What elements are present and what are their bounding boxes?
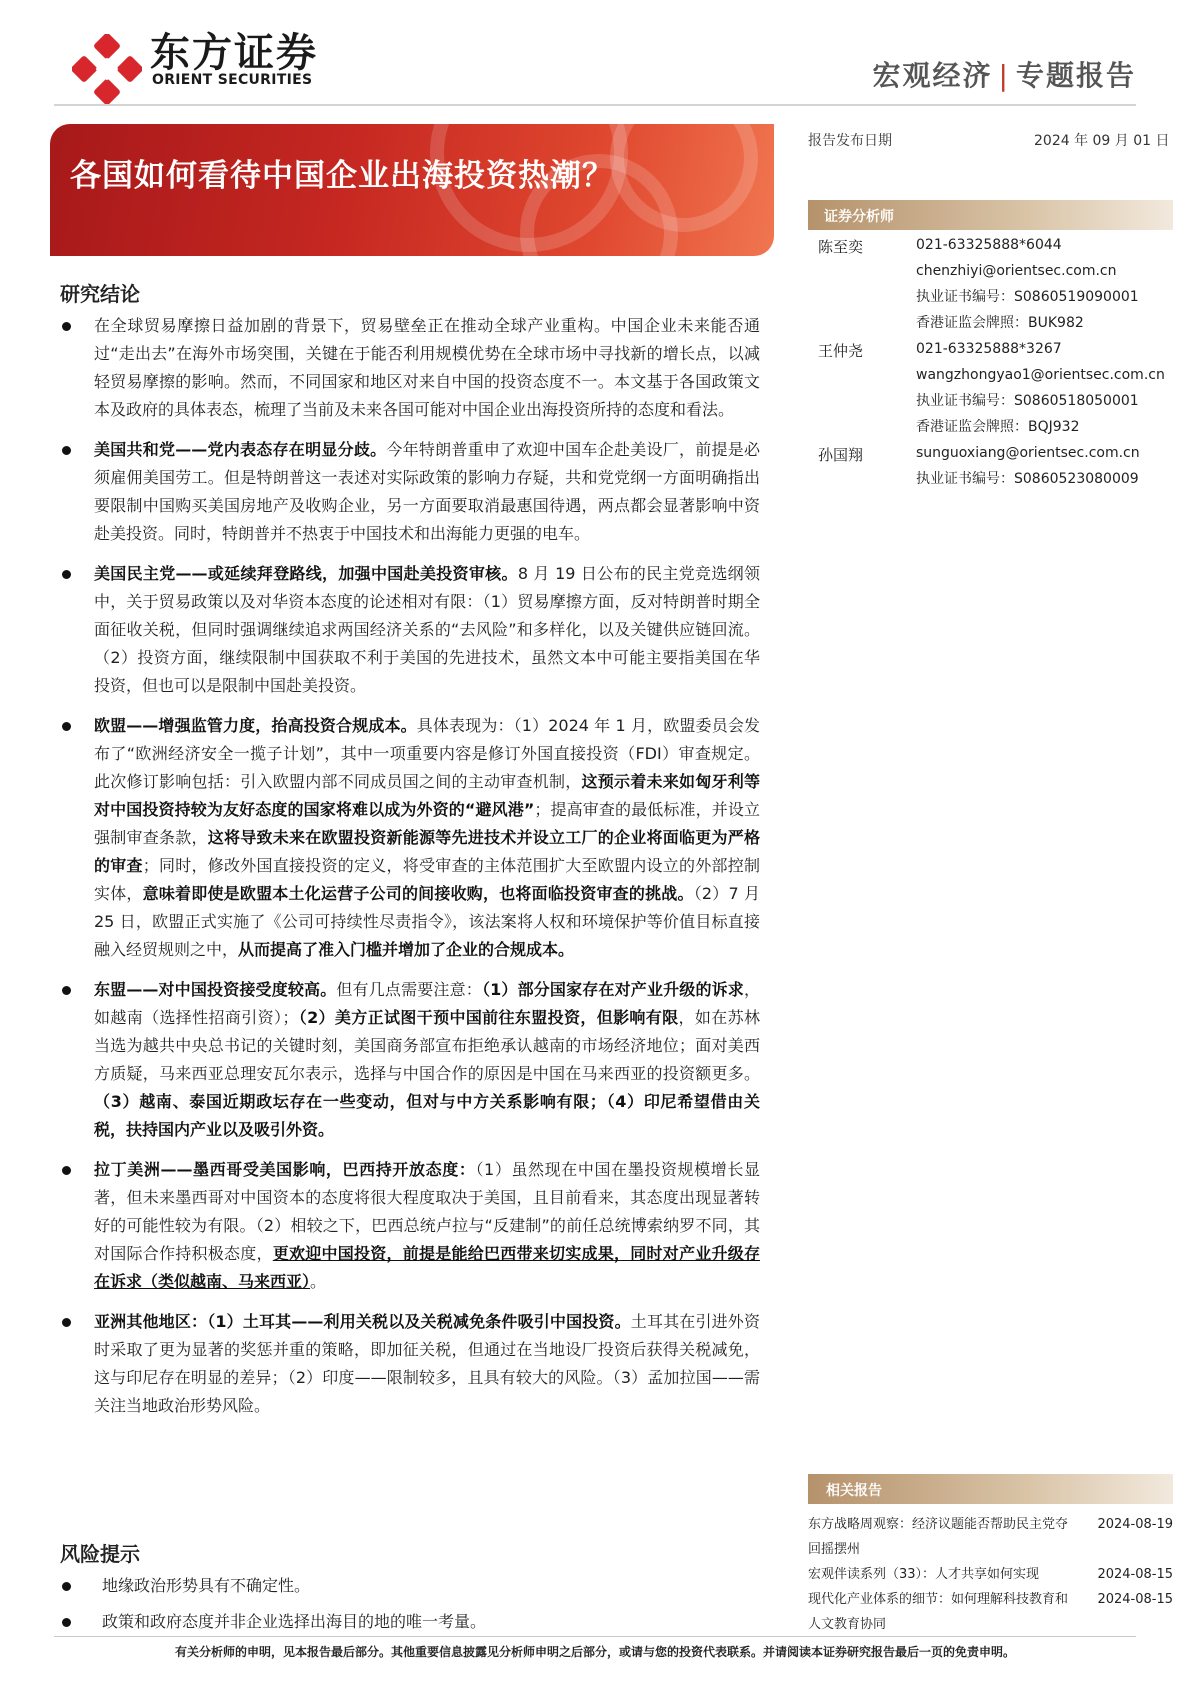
category-label: 宏观经济 [872, 59, 993, 92]
bullet-text: （2）7 月 25 日，欧盟正式实施了《公司可持续性尽责指令》，该法案将人权和环境保护等价值目标直接融入经贸规则之中， [94, 884, 760, 959]
related-report-title[interactable]: 现代化产业体系的细节：如何理解科技教育和人文教育协同 [808, 1592, 1069, 1632]
orient-logo-icon [72, 34, 142, 104]
bullet-heading: 亚洲其他地区：（1）土耳其——利用关税以及关税减免条件吸引中国投资。 [94, 1312, 631, 1331]
bullet-emphasis: 更欢迎中国投资，前提是能给巴西带来切实成果，同时对产业升级存在诉求（类似越南、马来西亚） [94, 1244, 760, 1291]
bullet-heading: 拉丁美洲——墨西哥受美国影响，巴西持开放态度： [94, 1160, 476, 1179]
related-report-link[interactable] [808, 1562, 1173, 1587]
related-report-title[interactable]: 东方战略周观察：经济议题能否帮助民主党夺回摇摆州 [808, 1517, 1069, 1557]
bullet-heading: 东盟——对中国投资接受度较高。 [94, 980, 337, 999]
analyst-email[interactable]: wangzhongyao1@orientsec.com.cn [916, 367, 1165, 383]
title-banner [50, 124, 774, 256]
list-item [60, 712, 760, 964]
risk-item: 政策和政府态度并非企业选择出海目的地的唯一考量。 [60, 1608, 760, 1636]
related-heading: 相关报告 [826, 1483, 882, 1499]
list-item [60, 560, 760, 700]
related-section-header [808, 1474, 1173, 1504]
logo-english-name: ORIENT SECURITIES [152, 72, 313, 88]
report-type-label: 专题报告 [1015, 59, 1136, 92]
analyst-phone: 021-63325888*3267 [916, 341, 1062, 357]
bullet-emphasis: 这预示着未来如匈牙利等对中国投资持较为友好态度的国家将难以成为外资的“避风港” [94, 772, 760, 819]
bullet-text: （1）虽然现在中国在墨投资规模增长显著，但未来墨西哥对中国资本的态度将很大程度取决于美国，且目前看来，其态度出现显著转好的可能性较为有限。（2）相较之下，巴西总统卢拉与“反建制”的前任总统博索纳罗不同，其对国际合作持积极态度， [94, 1160, 760, 1263]
analyst-name: 孙国翔 [818, 446, 864, 464]
bullet-text: 8 月 19 日公布的民主党竞选纲领中，关于贸易政策以及对华资本态度的论述相对有限：（1）贸易摩擦方面，反对特朗普时期全面征收关税，但同时强调继续追求两国经济关系的“去风险”和多样化，以及关键供应链回流。（2）投资方面，继续限制中国获取不利于美国的先进技术，虽然文本中可能主要指美国在华投资，但也可以是限制中国赴美投资。 [94, 564, 760, 695]
bullet-emphasis: 从而提高了准入门槛并增加了企业的合规成本。 [238, 940, 575, 959]
bullet-heading: 美国民主党——或延续拜登路线，加强中国赴美投资审核。 [94, 564, 518, 583]
analyst-license: 执业证书编号：S0860523080009 [916, 471, 1139, 487]
bullet-text: 。 [310, 1272, 327, 1291]
list-item [60, 436, 760, 548]
list-item [60, 1308, 760, 1420]
analyst-contact [916, 440, 1140, 492]
bullet-text: ，如在苏林当选为越共中央总书记的关键时刻，美国商务部宣布拒绝承认越南的市场经济地位；面对美西方质疑，马来西亚总理安瓦尔表示，选择与中国合作的原因是中国在马来西亚的投资额更多。 [94, 1008, 760, 1083]
bullet-text: ，如越南（选择性招商引资）； [94, 980, 760, 1027]
conclusion-heading: 研究结论 [60, 282, 140, 306]
bullet-emphasis: 这将导致未来在欧盟投资新能源等先进技术并设立工厂的企业将面临更为严格的审查 [94, 828, 760, 875]
related-report-date: 2024-08-15 [1097, 1567, 1173, 1582]
related-report-link[interactable] [808, 1512, 1173, 1562]
risk-list [60, 1572, 760, 1644]
analyst-hk-license: 香港证监会牌照：BUK982 [916, 315, 1084, 331]
bullet-emphasis: （3）越南、泰国近期政坛存在一些变动，但对与中方关系影响有限；（4）印尼希望借由关税，扶持国内产业以及吸引外资。 [94, 1092, 760, 1139]
bullet-heading: 欧盟——增强监管力度，抬高投资合规成本。 [94, 716, 417, 735]
analyst-hk-license: 香港证监会牌照：BQJ932 [916, 419, 1080, 435]
related-report-title[interactable]: 宏观伴读系列（33）：人才共享如何实现 [808, 1567, 1040, 1582]
bullet-text: 在全球贸易摩擦日益加剧的背景下，贸易壁垒正在推动全球产业重构。中国企业未来能否通过“走出去”在海外市场突围，关键在于能否利用规模优势在全球市场中寻找新的增长点，以减轻贸易摩擦的影响。然而，不同国家和地区对来自中国的投资态度不一。本文基于各国政策文本及政府的具体表态，梳理了当前及未来各国可能对中国企业出海投资所持的态度和看法。 [94, 316, 760, 419]
header-divider [54, 104, 1136, 106]
analyst-section-header [808, 200, 1173, 230]
list-item [60, 1156, 760, 1296]
risk-item: 地缘政治形势具有不确定性。 [60, 1572, 760, 1600]
list-item [60, 312, 760, 424]
analyst-name: 陈至奕 [818, 238, 864, 256]
analyst-phone: 021-63325888*6044 [916, 237, 1062, 253]
bullet-emphasis: （1）部分国家存在对产业升级的诉求 [481, 980, 744, 999]
publish-date-label: 报告发布日期 [808, 133, 892, 149]
report-title: 各国如何看待中国企业出海投资热潮？ [70, 158, 614, 194]
analyst-email[interactable]: chenzhiyi@orientsec.com.cn [916, 263, 1117, 279]
conclusion-list [60, 312, 760, 1432]
publish-date-value: 2024 年 09 月 01 日 [1034, 133, 1170, 149]
bullet-text: ；提高审查的最低标准，并设立强制审查条款， [94, 800, 760, 847]
bullet-text: ；同时，修改外国直接投资的定义，将受审查的主体范围扩大至欧盟内设立的外部控制实体， [94, 856, 760, 903]
bullet-text: 但有几点需要注意： [336, 980, 482, 999]
analyst-license: 执业证书编号：S0860519090001 [916, 289, 1139, 305]
related-report-date: 2024-08-15 [1097, 1592, 1173, 1607]
bullet-emphasis: 意味着即使是欧盟本土化运营子公司的间接收购，也将面临投资审查的挑战。 [142, 884, 694, 903]
analyst-contact [916, 232, 1139, 336]
related-report-link[interactable] [808, 1587, 1173, 1637]
list-item [60, 976, 760, 1144]
category-separator: | [998, 59, 1010, 92]
analyst-email[interactable]: sunguoxiang@orientsec.com.cn [916, 445, 1140, 461]
analyst-contact [916, 336, 1165, 440]
risk-heading: 风险提示 [60, 1542, 140, 1566]
analyst-name: 王仲尧 [818, 342, 864, 360]
bullet-heading: 美国共和党——党内表态存在明显分歧。 [94, 440, 387, 459]
bullet-emphasis: （2）美方正试图干预中国前往东盟投资，但影响有限 [298, 1008, 679, 1027]
footer-disclaimer: 有关分析师的申明，见本报告最后部分。其他重要信息披露见分析师申明之后部分，或请与您的投资代表联系。并请阅读本证券研究报告最后一页的免责申明。 [174, 1645, 1015, 1659]
analyst-heading: 证券分析师 [824, 209, 894, 225]
report-category [873, 54, 1136, 94]
bullet-text: 具体表现为：（1）2024 年 1 月，欧盟委员会发布了“欧洲经济安全一揽子计划”，其中一项重要内容是修订外国直接投资（FDI）审查规定。此次修订影响包括：引入欧盟内部不同成员国之间的主动审查机制， [94, 716, 760, 791]
footer-divider [54, 1636, 1136, 1637]
related-report-date: 2024-08-19 [1097, 1517, 1173, 1532]
analyst-license: 执业证书编号：S0860518050001 [916, 393, 1139, 409]
bullet-text: 今年特朗普重申了欢迎中国车企赴美设厂，前提是必须雇佣美国劳工。但是特朗普这一表述对实际政策的影响力存疑，共和党党纲一方面明确指出要限制中国购买美国房地产及收购企业，另一方面要取消最惠国待遇，两点都会显著影响中资赴美投资。同时，特朗普并不热衷于中国技术和出海能力更强的电车。 [94, 440, 760, 543]
logo-chinese-name: 东方证券 [150, 30, 318, 76]
bullet-text: 土耳其在引进外资时采取了更为显著的奖惩并重的策略，即加征关税，但通过在当地设厂投资后获得关税减免，这与印尼存在明显的差异；（2）印度——限制较多，且具有较大的风险。（3）孟加拉国——需关注当地政治形势风险。 [94, 1312, 760, 1415]
